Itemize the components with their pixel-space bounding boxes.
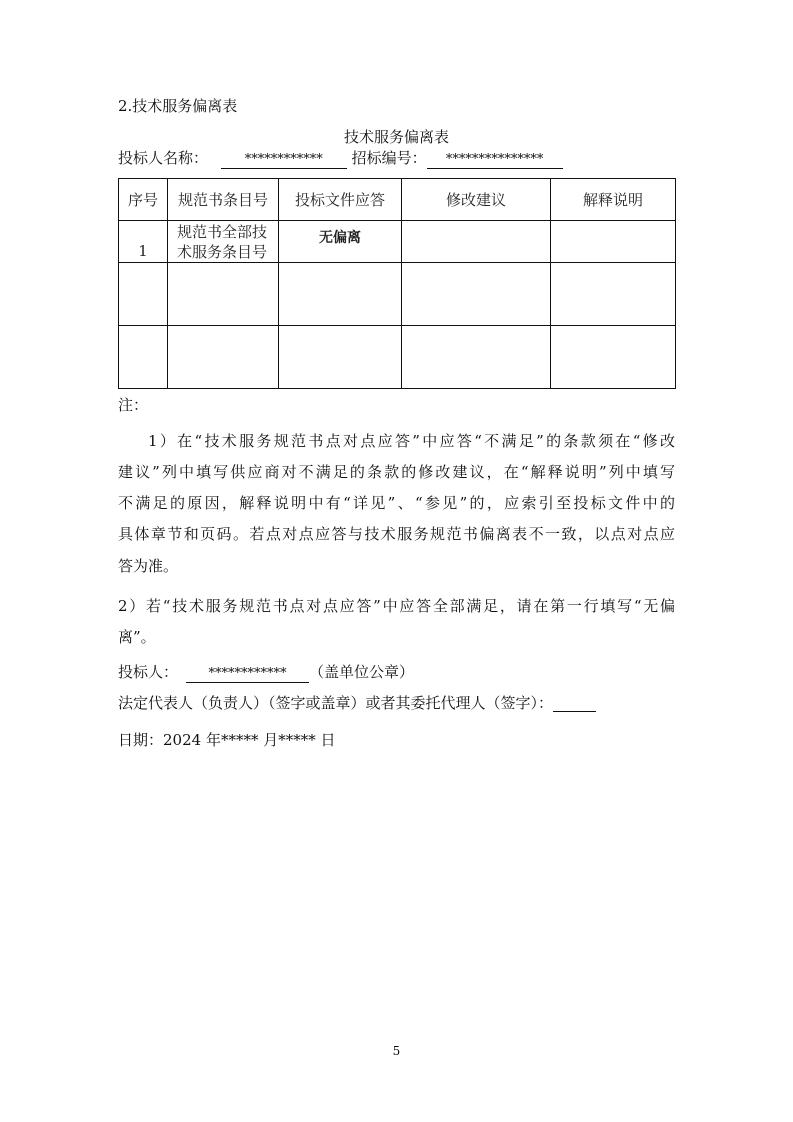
bidder-info-line — [118, 149, 563, 169]
cell-clause[interactable] — [168, 326, 279, 389]
note1-line: 不满足的原因，解释说明中有“详见”、“参见”的，应索引至投标文件中的 — [118, 494, 675, 512]
cell-suggestion[interactable] — [402, 263, 551, 326]
cell-line: 规范书全部技 — [177, 222, 268, 241]
bidder-label: 投标人： — [118, 663, 179, 681]
note1-line: 建议”列中填写供应商对不满足的条款的修改建议，在“解释说明”列中填写 — [118, 463, 675, 481]
cell-seq[interactable]: 1 — [119, 221, 168, 263]
header-cell: 规范书条目号 — [168, 179, 279, 221]
bidder-sign-line — [118, 663, 414, 683]
section-heading: 2.技术服务偏离表 — [118, 97, 238, 115]
bidder-name-field[interactable]: ************ — [221, 152, 347, 169]
cell-explanation[interactable] — [551, 326, 676, 389]
note2-line: 2）若“技术服务规范书点对点应答”中应答全部满足，请在第一行填写“无偏 — [118, 597, 675, 615]
note1-line: 具体章节和页码。若点对点应答与技术服务规范书偏离表不一致，以点对点应 — [118, 525, 675, 543]
tender-no-field[interactable]: *************** — [427, 152, 563, 169]
tender-no-label: 招标编号： — [351, 149, 427, 167]
note2-line: 离”。 — [118, 628, 156, 646]
note1-line: 1）在“技术服务规范书点对点应答”中应答“不满足”的条款须在“修改 — [148, 432, 675, 450]
cell-line: 术服务条目号 — [177, 242, 268, 261]
cell-seq[interactable] — [119, 263, 168, 326]
bidder-name-label: 投标人名称： — [118, 149, 209, 167]
cell-response[interactable] — [279, 263, 402, 326]
note1-line: 答为准。 — [118, 557, 179, 575]
table-row — [119, 221, 676, 263]
page-number: 5 — [392, 1044, 401, 1058]
table-title: 技术服务偏离表 — [343, 128, 449, 146]
cell-clause[interactable] — [168, 221, 279, 263]
table-row — [119, 326, 676, 389]
header-cell: 修改建议 — [402, 179, 551, 221]
date-line: 日期：2024 年***** 月***** 日 — [118, 731, 336, 749]
cell-explanation[interactable] — [551, 263, 676, 326]
cell-clause[interactable] — [168, 263, 279, 326]
header-cell: 序号 — [119, 179, 168, 221]
header-cell: 解释说明 — [551, 179, 676, 221]
legal-rep-signature-field[interactable] — [553, 695, 596, 712]
deviation-table — [118, 178, 676, 389]
bidder-suffix: （盖单位公章） — [309, 663, 415, 681]
cell-response[interactable] — [279, 326, 402, 389]
table-header-row — [119, 179, 676, 221]
cell-response[interactable]: 无偏离 — [279, 221, 402, 263]
bidder-field[interactable]: ************ — [186, 666, 309, 683]
cell-seq[interactable] — [119, 326, 168, 389]
table-row — [119, 263, 676, 326]
legal-rep-label: 法定代表人（负责人）（签字或盖章）或者其委托代理人（签字）： — [118, 694, 554, 712]
cell-suggestion[interactable] — [402, 221, 551, 263]
legal-rep-line — [118, 694, 596, 712]
note-label: 注： — [118, 396, 149, 414]
header-cell: 投标文件应答 — [279, 179, 402, 221]
cell-suggestion[interactable] — [402, 326, 551, 389]
cell-explanation[interactable] — [551, 221, 676, 263]
